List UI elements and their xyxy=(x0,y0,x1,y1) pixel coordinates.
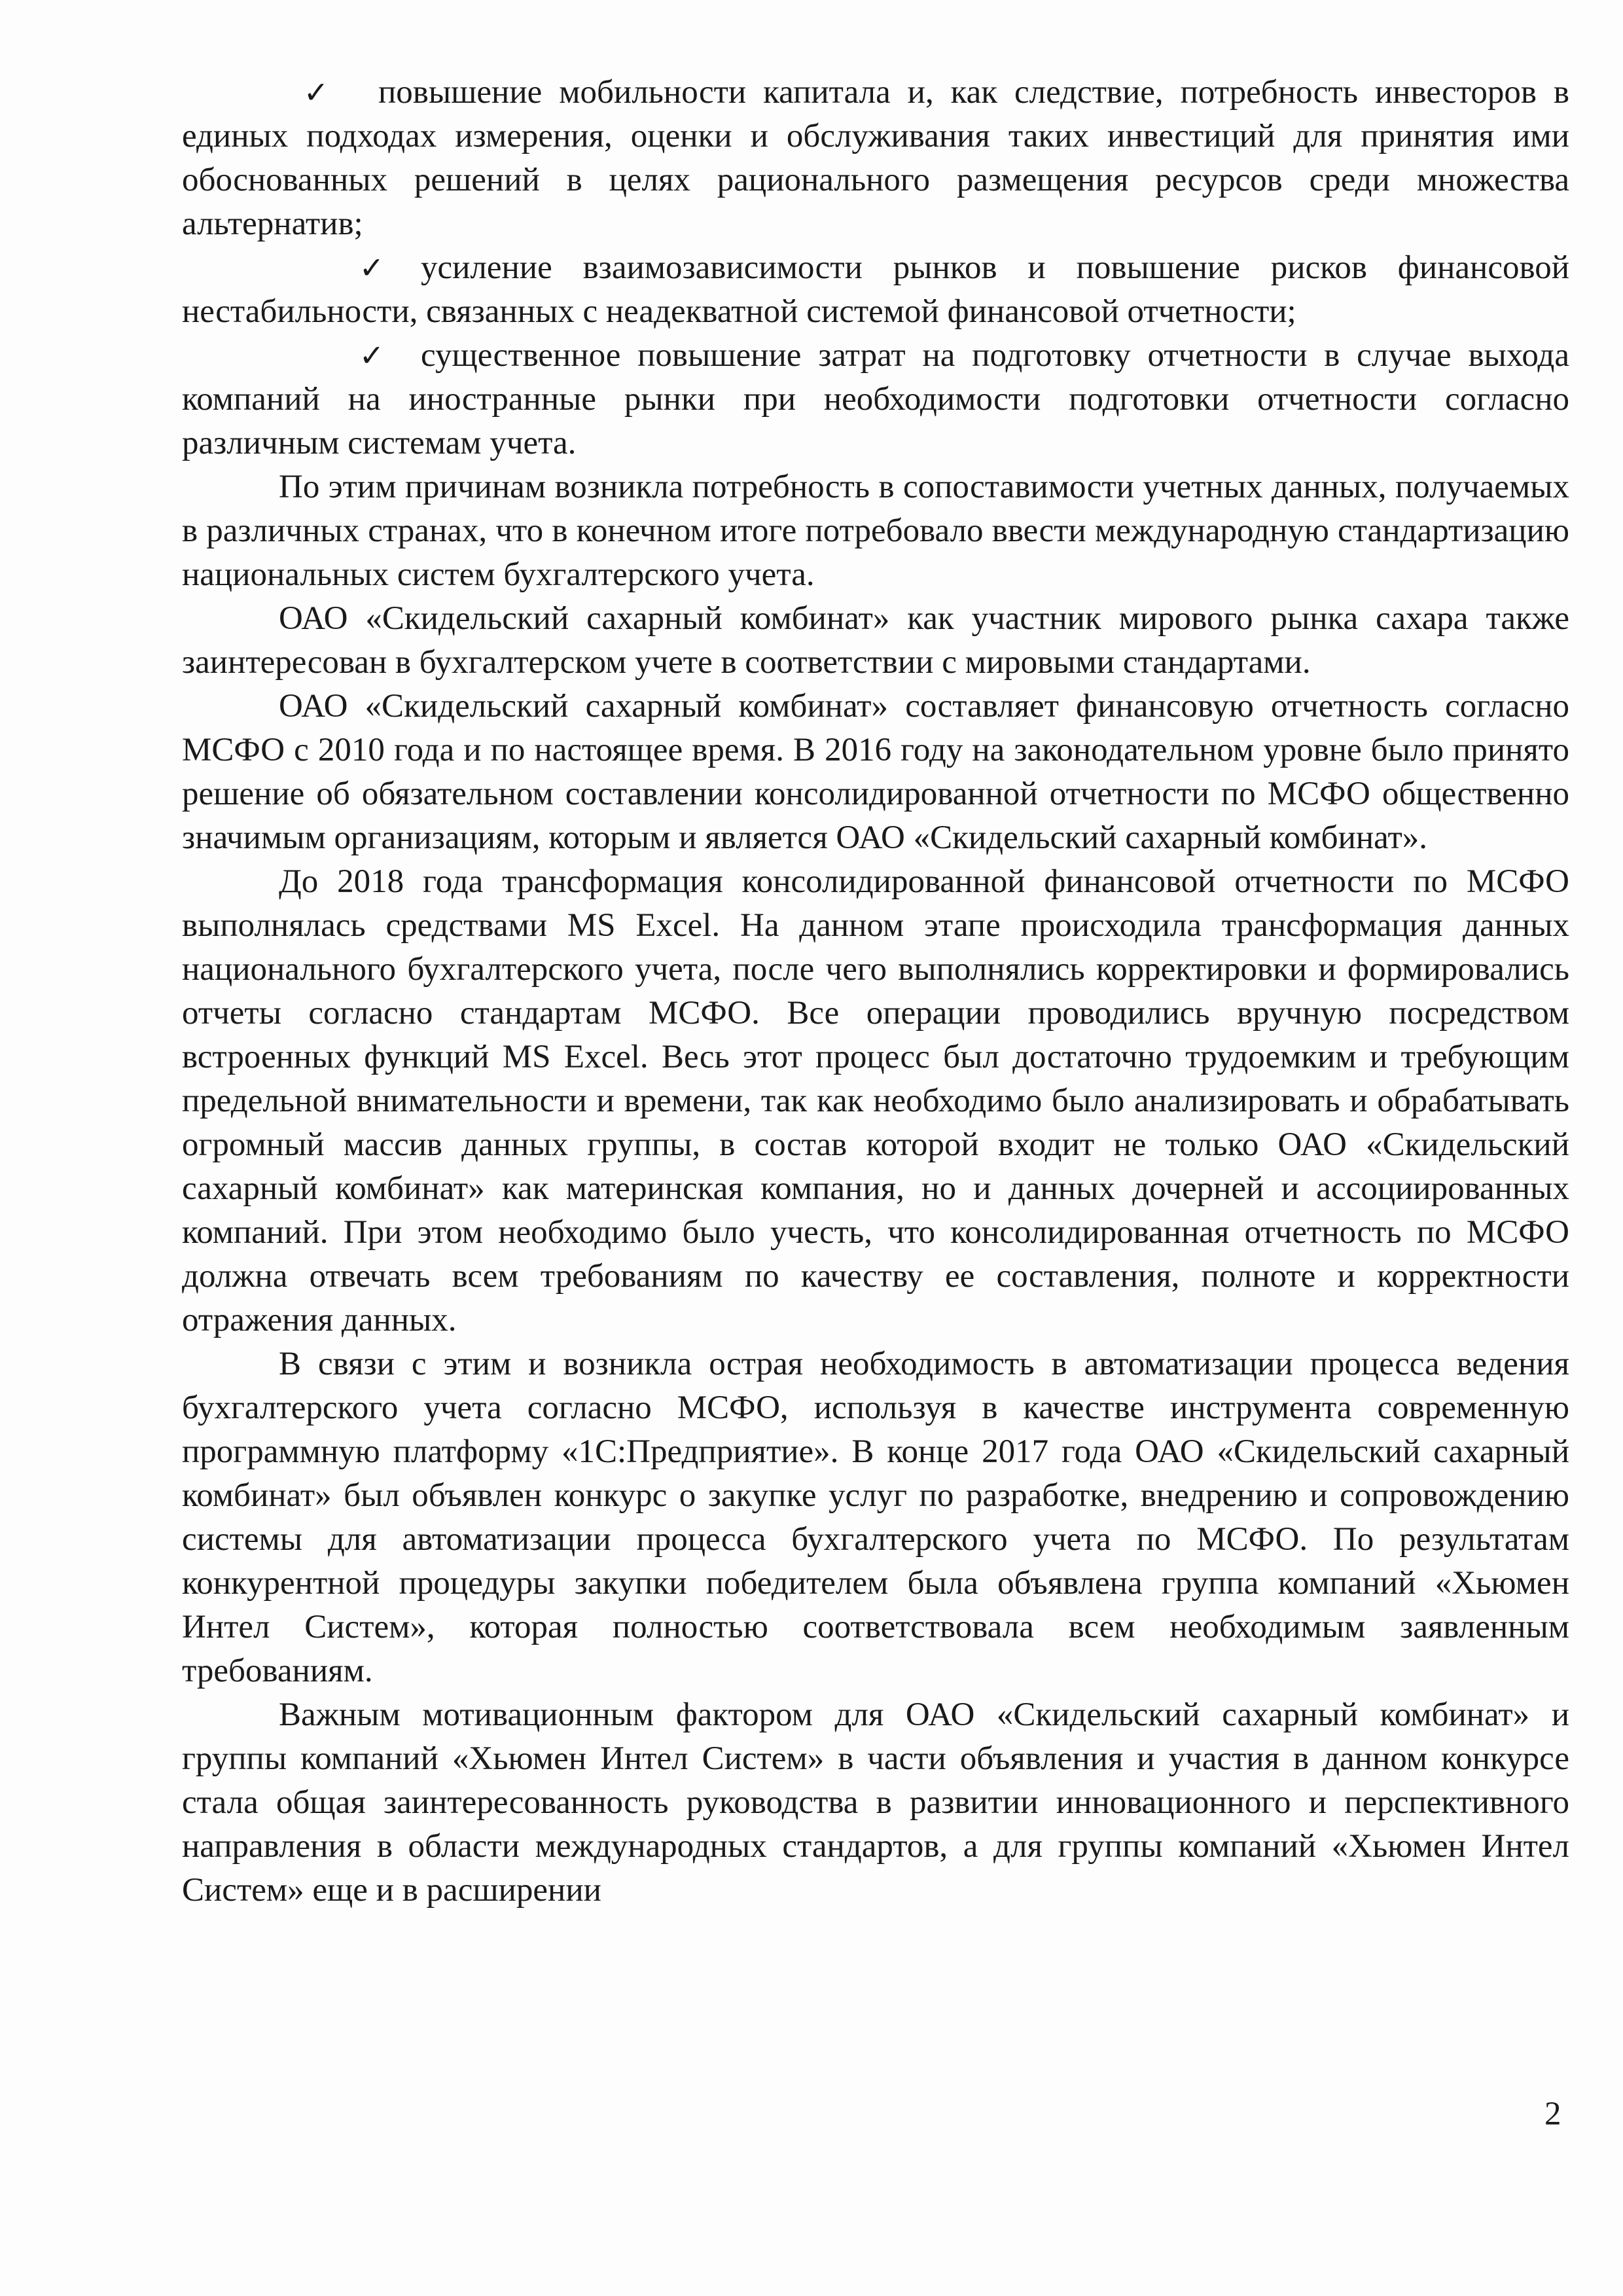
bullet-text: повышение мобильности капитала и, как следствие, потребность инвесторов в единых подходах измерения, оценки и обслуживания таких инвестиций для принятия ими обоснованных решений в целях рационального размещения ресурсов среди множества альтернатив; xyxy=(182,74,1569,242)
checkmark-icon: ✓ xyxy=(359,250,385,285)
paragraph: До 2018 года трансформация консолидированной финансовой отчетности по МСФО выполнялась средствами MS Excel. На данном этапе происходила трансформация данных национального бухгалтерского учета, после чего выполнялись корректировки и формировались отчеты согласно стандартам МСФО. Все операции проводились вручную посредством встроенных функций MS Excel. Весь этот процесс был достаточно трудоемким и требующим предельной внимательности и времени, так как необходимо было анализировать и обрабатывать огромный массив данных группы, в состав которой входит не только ОАО «Скидельский сахарный комбинат» как материнская компания, но и данных дочерней и ассоциированных компаний. При этом необходимо было учесть, что консолидированная отчетность по МСФО должна отвечать всем требованиям по качеству ее составления, полноте и корректности отражения данных. xyxy=(182,863,1569,1338)
page-number: 2 xyxy=(1544,2096,1561,2132)
bullet-text: усиление взаимозависимости рынков и повышение рисков финансовой нестабильности, связанных с неадекватной системой финансовой отчетности; xyxy=(182,249,1569,330)
paragraph: ОАО «Скидельский сахарный комбинат» составляет финансовую отчетность согласно МСФО с 2010 года и по настоящее время. В 2016 году на законодательном уровне было принято решение об обязательном составлении консолидированной отчетности по МСФО общественно значимым организациям, которым и является ОАО «Скидельский сахарный комбинат». xyxy=(182,688,1569,856)
bullet-item xyxy=(182,246,1569,334)
paragraph: Важным мотивационным фактором для ОАО «Скидельский сахарный комбинат» и группы компаний «Хьюмен Интел Систем» в части объявления и участия в данном конкурсе стала общая заинтересованность руководства в развитии инновационного и перспективного направления в области международных стандартов, а для группы компаний «Хьюмен Интел Систем» еще и в расширении xyxy=(182,1696,1569,1909)
bullet-text: существенное повышение затрат на подготовку отчетности в случае выхода компаний на иностранные рынки при необходимости подготовки отчетности согласно различным системам учета. xyxy=(182,337,1569,461)
paragraph: В связи с этим и возникла острая необходимость в автоматизации процесса ведения бухгалтерского учета согласно МСФО, используя в качестве инструмента современную программную платформу «1С:Предприятие». В конце 2017 года ОАО «Скидельский сахарный комбинат» был объявлен конкурс о закупке услуг по разработке, внедрению и сопровождению системы для автоматизации процесса бухгалтерского учета по МСФО. По результатам конкурентной процедуры закупки победителем была объявлена группа компаний «Хьюмен Интел Систем», которая полностью соответствовала всем необходимым заявленным требованиям. xyxy=(182,1346,1569,1689)
paragraph: ОАО «Скидельский сахарный комбинат» как участник мирового рынка сахара также заинтересован в бухгалтерском учете в соответствии с мировыми стандартами. xyxy=(182,600,1569,681)
checkmark-icon: ✓ xyxy=(359,338,385,373)
document-body xyxy=(182,71,1569,1912)
bullet-item xyxy=(182,71,1569,246)
bullet-item xyxy=(182,334,1569,465)
paragraph: По этим причинам возникла потребность в сопоставимости учетных данных, получаемых в различных странах, что в конечном итоге потребовало ввести международную стандартизацию национальных систем бухгалтерского учета. xyxy=(182,469,1569,593)
checkmark-icon: ✓ xyxy=(303,75,329,110)
